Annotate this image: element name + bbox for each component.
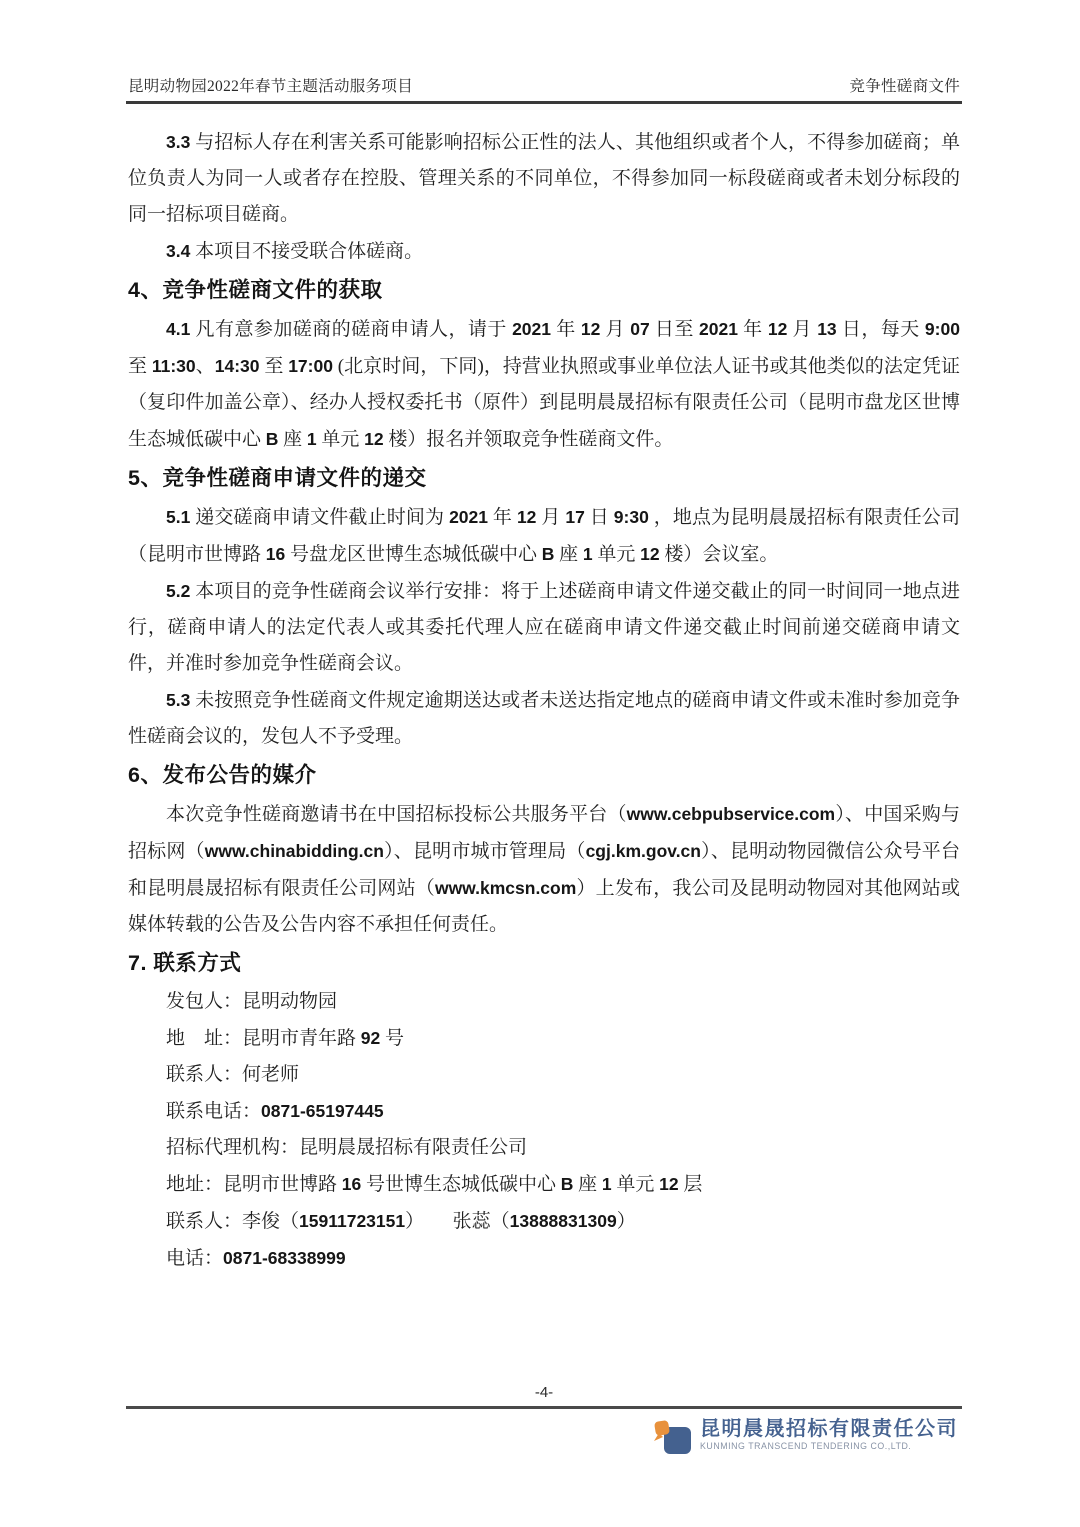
section-heading-7: 7. 联系方式: [128, 951, 242, 975]
logo-company-name-en: KUNMING TRANSCEND TENDERING CO.,LTD.: [700, 1441, 912, 1451]
header-document-type: 竞争性磋商文件: [849, 78, 960, 95]
contact-line-phone: 联系电话：0871-65197445: [166, 1101, 384, 1122]
contact-line-person: 联系人：何老师: [166, 1064, 300, 1085]
section-heading-5: 5、竞争性磋商申请文件的递交: [128, 466, 427, 490]
logo-mark-icon: [651, 1418, 692, 1456]
page-number: -4-: [534, 1384, 554, 1401]
logo-company-name-cn: 昆明晨晟招标有限责任公司: [700, 1418, 958, 1440]
contact-line-agency: 招标代理机构：昆明晨晟招标有限责任公司: [166, 1137, 528, 1158]
contact-line-agency-persons: 联系人：李俊（15911723151） 张蕊（13888831309）: [166, 1211, 636, 1232]
paragraph-5-2: 5.2 本项目的竞争性磋商会议举行安排：将于上述磋商申请文件递交截止的同一时间同一地点进行，磋商申请人的法定代表人或其委托代理人应在磋商申请文件递交截止时间前递交磋商申请文件，并准时参加竞争性磋商会议。: [128, 581, 960, 674]
footer-rule: [126, 1406, 962, 1409]
paragraph-3-3: 3.3 与招标人存在利害关系可能影响招标公正性的法人、其他组织或者个人，不得参加磋商；单位负责人为同一人或者存在控股、管理关系的不同单位，不得参加同一标段磋商或者未划分标段的同一招标项目磋商。: [128, 132, 960, 225]
header-project-title: 昆明动物园2022年春节主题活动服务项目: [128, 78, 414, 95]
page-header: [128, 74, 960, 96]
company-logo: [126, 1418, 962, 1456]
paragraph-3-4: 3.4 本项目不接受联合体磋商。: [166, 241, 424, 262]
contact-line-address: 地 址：昆明市青年路 92 号: [166, 1028, 404, 1049]
contact-line-employer: 发包人：昆明动物园: [166, 991, 338, 1012]
logo-text: [700, 1418, 958, 1452]
section-heading-4: 4、竞争性磋商文件的获取: [128, 278, 383, 302]
document-body: [128, 124, 960, 1277]
header-rule: [126, 101, 962, 104]
section-heading-6: 6、发布公告的媒介: [128, 763, 317, 787]
contact-line-agency-phone: 电话：0871-68338999: [166, 1248, 346, 1269]
page-footer: [126, 1383, 962, 1456]
paragraph-6: 本次竞争性磋商邀请书在中国招标投标公共服务平台（www.cebpubservice.com）、中国采购与招标网（www.chinabidding.cn）、昆明市城市管理局（cgj.km.gov.cn）、昆明动物园微信公众号平台和昆明晨晟招标有限责任公司网站（www.kmcsn.com）上发布，我公司及昆明动物园对其他网站或媒体转载的公告及公告内容不承担任何责任。: [128, 804, 960, 935]
paragraph-5-3: 5.3 未按照竞争性磋商文件规定逾期送达或者未送达指定地点的磋商申请文件或未准时参加竞争性磋商会议的，发包人不予受理。: [128, 690, 960, 747]
paragraph-5-1: 5.1 递交磋商申请文件截止时间为 2021 年 12 月 17 日 9:30 ，地点为昆明晨晟招标有限责任公司（昆明市世博路 16 号盘龙区世博生态城低碳中心 B 座 1 单元 12 楼）会议室。: [128, 507, 960, 565]
paragraph-4-1: 4.1 凡有意参加磋商的磋商申请人，请于 2021 年 12 月 07 日至 2021 年 12 月 13 日，每天 9:00 至 11:30、14:30 至 17:00 (北京时间，下同)，持营业执照或事业单位法人证书或其他类似的法定凭证（复印件加盖公章）、经办人授权委托书（原件）到昆明晨晟招标有限责任公司（昆明市盘龙区世博生态城低碳中心 B 座 1 单元 12 楼）报名并领取竞争性磋商文件。: [128, 319, 960, 450]
contact-line-agency-address: 地址：昆明市世博路 16 号世博生态城低碳中心 B 座 1 单元 12 层: [166, 1174, 703, 1195]
